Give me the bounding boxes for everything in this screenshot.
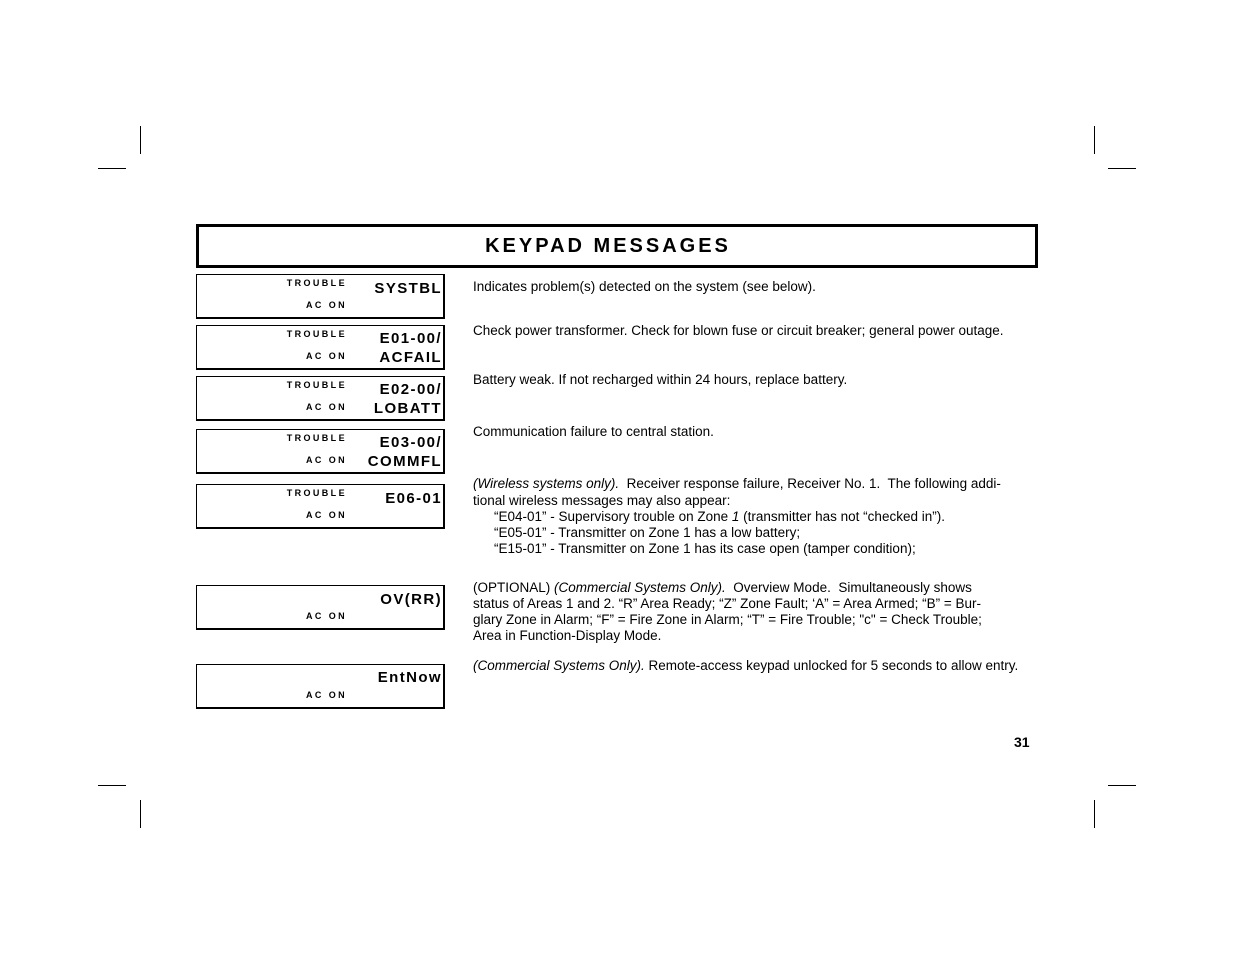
keypad-display-e06 — [196, 484, 445, 529]
display-ac-on-text: AC ON — [306, 455, 347, 465]
display-ac-on-text: AC ON — [306, 351, 347, 361]
title-box — [196, 224, 1038, 268]
keypad-display-entnow — [196, 664, 445, 709]
keypad-display-commfl — [196, 429, 445, 474]
page-title: KEYPAD MESSAGES — [485, 234, 731, 257]
italic-note: (Commercial Systems Only). — [554, 580, 726, 595]
keypad-display-ovrr — [196, 585, 445, 630]
description-acfail: Check power transformer. Check for blown fuse or circuit breaker; general power outage. — [473, 323, 1004, 338]
display-code: EntNow — [377, 669, 442, 686]
display-ac-on-text: AC ON — [306, 510, 347, 520]
display-ac-on-text: AC ON — [306, 611, 347, 621]
description-commfl: Communication failure to central station. — [473, 424, 714, 439]
page-number: 31 — [1014, 734, 1030, 750]
display-ac-on-text: AC ON — [306, 402, 347, 412]
display-code: OV(RR) — [380, 591, 442, 608]
display-code: E06-01 — [385, 490, 442, 507]
sub-message-e05: “E05-01” - Transmitter on Zone 1 has a low battery; — [494, 525, 801, 540]
description-entnow: (Commercial Systems Only). Remote-access keypad unlocked for 5 seconds to allow entry. — [473, 658, 1019, 673]
description-ovrr: (OPTIONAL) (Commercial Systems Only). Overview Mode. Simultaneously shows status of Areas 1 and 2. “R” Area Ready; “Z” Zone Fault; ‘A” = Area Armed; “B” = Bur- glary Zone in Alarm; “F” = Fire Zone in Alarm; “T” = Fire Trouble; "c" = Check Trouble; Area in Function-Display Mode. — [473, 580, 982, 643]
display-code: SYSTBL — [374, 280, 442, 297]
description-e06: (Wireless systems only). Receiver response failure, Receiver No. 1. The following addi- tional wireless messages may also appear: “E04-01” - Supervisory trouble on Zone 1 (transmitter has not “checked in”). “E05-01” - Transmitter on Zone 1 has a low battery; “E15-01” - Transmitter on Zone 1 has its case open (tamper condition); — [473, 476, 1033, 557]
display-ac-on-text: AC ON — [306, 690, 347, 700]
sub-message-e04: “E04-01” - Supervisory trouble on Zone 1 (transmitter has not “checked in”). — [494, 509, 945, 524]
description-systbl: Indicates problem(s) detected on the system (see below). — [473, 279, 816, 294]
keypad-display-lobatt — [196, 376, 445, 421]
description-lobatt: Battery weak. If not recharged within 24 hours, replace battery. — [473, 372, 848, 387]
display-trouble-text: TROUBLE — [286, 488, 347, 498]
display-code: E01-00/ ACFAIL — [379, 330, 442, 366]
crop-mark — [140, 800, 141, 828]
crop-mark — [98, 785, 126, 786]
display-ac-on-text: AC ON — [306, 300, 347, 310]
display-trouble-text: TROUBLE — [286, 380, 347, 390]
sub-message-e15: “E15-01” - Transmitter on Zone 1 has its case open (tamper condition); — [494, 541, 916, 556]
display-trouble-text: TROUBLE — [286, 278, 347, 288]
crop-mark — [1094, 800, 1095, 828]
crop-mark — [1094, 126, 1095, 154]
crop-mark — [140, 126, 141, 154]
italic-note: (Wireless systems only). — [473, 476, 620, 491]
crop-mark — [1108, 785, 1136, 786]
display-code: E03-00/ COMMFL — [367, 434, 442, 470]
crop-mark — [1108, 168, 1136, 169]
keypad-display-acfail — [196, 325, 445, 370]
italic-note: (Commercial Systems Only). — [473, 658, 645, 673]
display-trouble-text: TROUBLE — [286, 433, 347, 443]
display-code: E02-00/ LOBATT — [373, 381, 442, 417]
keypad-display-systbl — [196, 274, 445, 319]
crop-mark — [98, 168, 126, 169]
display-trouble-text: TROUBLE — [286, 329, 347, 339]
